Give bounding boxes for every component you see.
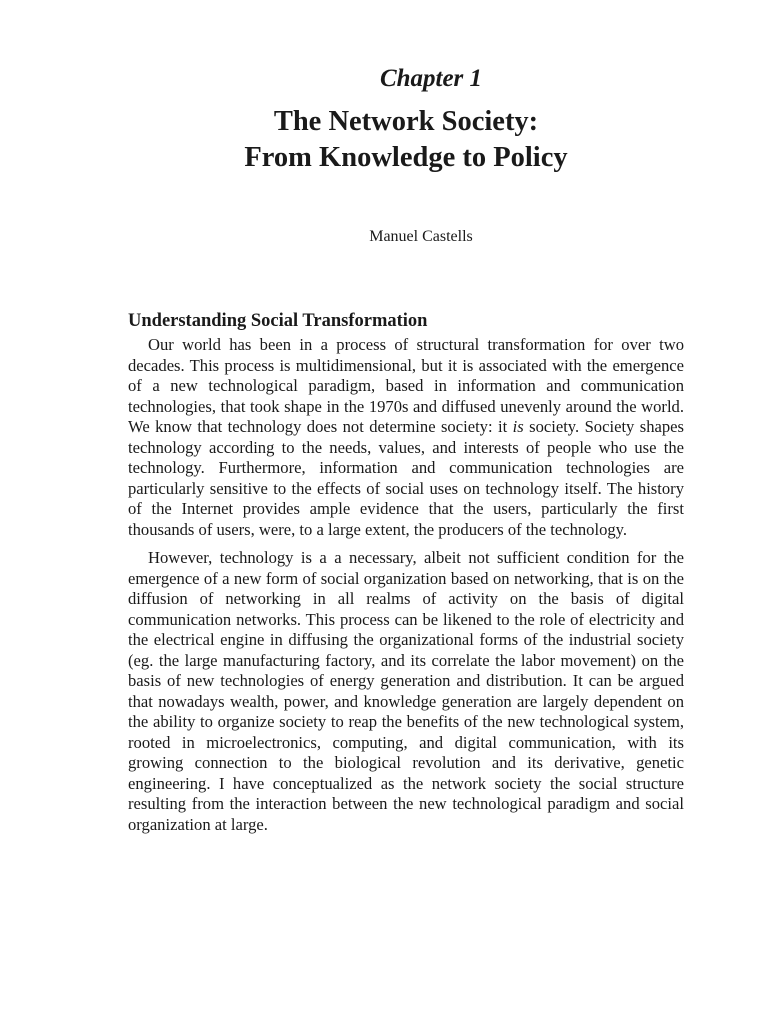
book-page	[128, 62, 684, 835]
chapter-label: Chapter 1	[379, 65, 483, 92]
paragraph-1-part-1: Our world has been in a process of structural transformation for over two decades. This process is multidimensional, but it is associated with the emergence of a new technological paradigm, based in information and communication technologies, that took shape in the 1970s and diffused unevenly around the world. We know that technology does not determine society: it	[128, 335, 684, 436]
paragraph-1-part-2: society. Society shapes technology according to the needs, values, and interests of people who use the technology. Furthermore, information and communication technologies are particularly sensitive to the effects of social uses on technology itself. The history of the Internet provides ample evidence that the users, particularly the first thousands of users, were, to a large extent, the producers of the technology.	[128, 417, 684, 539]
paragraph-1	[128, 335, 684, 540]
chapter-title-line-1: The Network Society:	[273, 106, 539, 137]
chapter-title	[128, 104, 684, 176]
author-name: Manuel Castells	[369, 228, 473, 245]
paragraph-1-emphasis: is	[512, 417, 524, 436]
chapter-title-line-2: From Knowledge to Policy	[244, 142, 568, 173]
section-heading: Understanding Social Transformation	[128, 311, 428, 331]
paragraph-2: However, technology is a a necessary, albeit not sufficient condition for the emergence of a new form of social organization based on networking, that is on the diffusion of networking in all realms of activity on the basis of digital communication networks. This process can be likened to the role of electricity and the electrical engine in diffusing the organizational forms of the industrial society (eg. the large manufacturing factory, and its correlate the labor movement) on the basis of new technologies of energy generation and distribution. It can be argued that nowadays wealth, power, and knowledge generation are largely dependent on the ability to organize society to reap the benefits of the new technological system, rooted in microelectronics, computing, and digital communication, with its growing connection to the biological revolution and its derivative, genetic engineering. I have conceptualized as the network society the social structure resulting from the interaction between the new technological paradigm and social organization at large.	[128, 548, 684, 834]
